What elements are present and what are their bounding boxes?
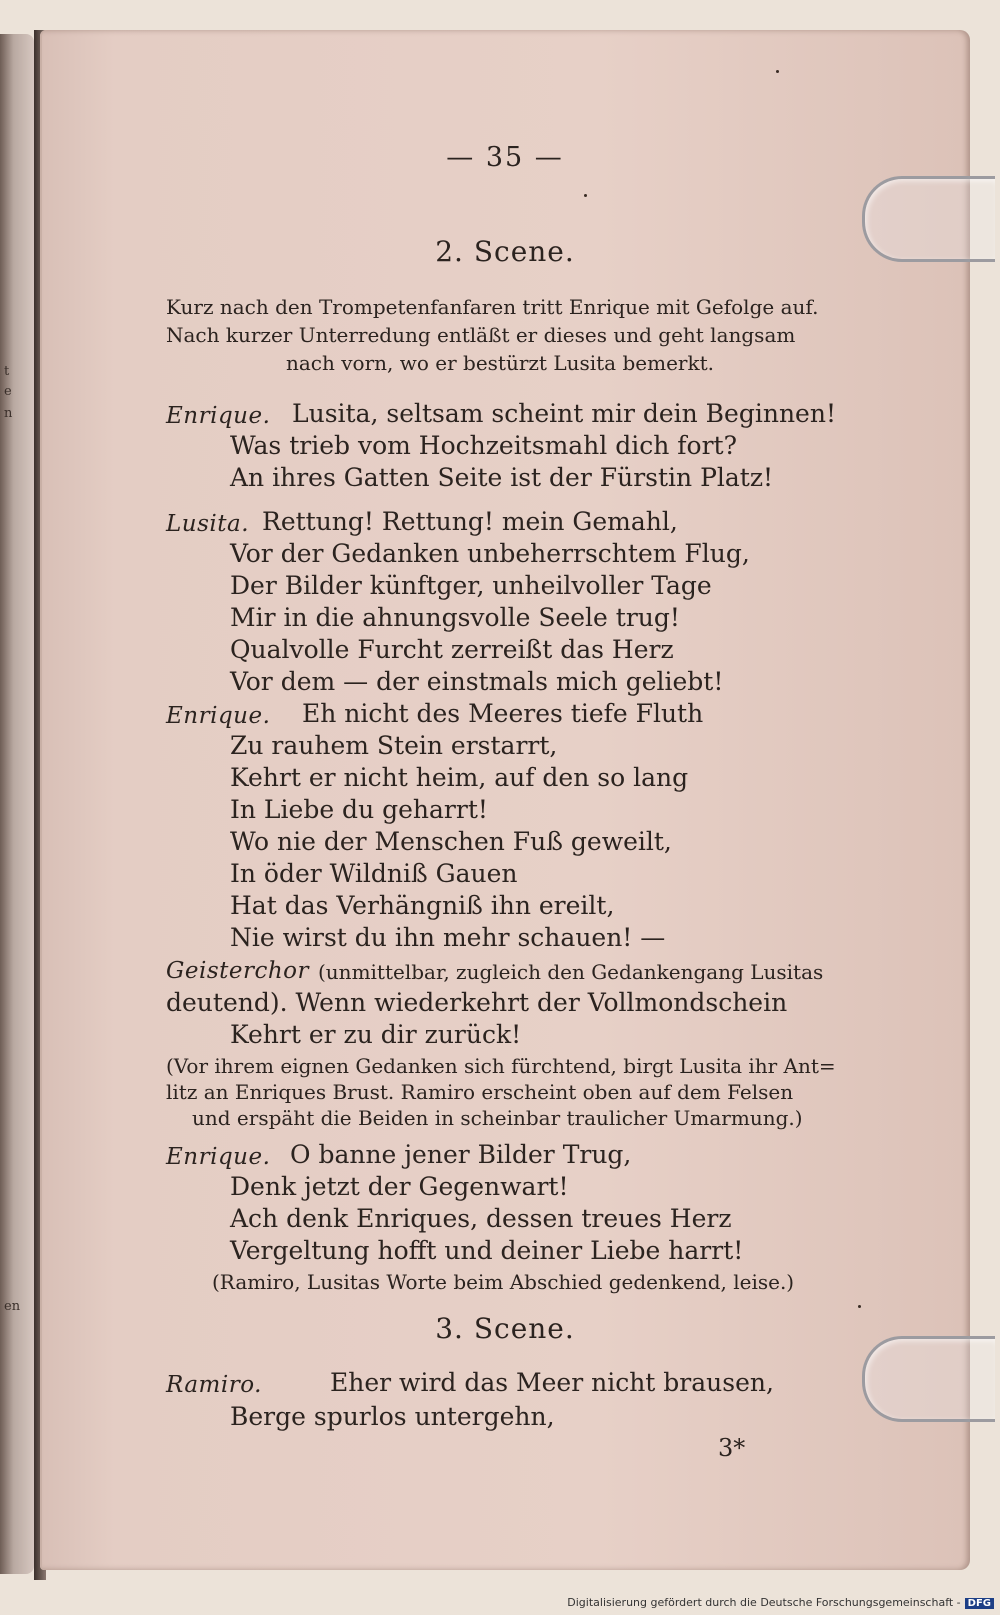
- verse-line: Eh nicht des Meeres tiefe Fluth: [302, 699, 704, 728]
- verse-line: Vergeltung hofft und deiner Liebe harrt!: [230, 1236, 744, 1265]
- verse-line: Vor der Gedanken unbeherrschtem Flug,: [230, 539, 750, 568]
- scene-2-heading: 2. Scene.: [435, 235, 575, 268]
- left-page-fragment: t: [4, 364, 10, 379]
- verse-line: Ach denk Enriques, dessen treues Herz: [230, 1204, 732, 1233]
- ink-speck: [584, 194, 587, 197]
- page-number: — 35 —: [446, 142, 564, 173]
- stage-direction-inline: (unmittelbar, zugleich den Gedankengang Lusitas: [318, 960, 824, 984]
- left-page-fragment: en: [4, 1299, 21, 1314]
- verse-line: Wo nie der Menschen Fuß geweilt,: [230, 827, 672, 856]
- verse-line: Qualvolle Furcht zerreißt das Herz: [230, 635, 674, 664]
- left-page-edge: [0, 34, 34, 1574]
- stage-direction-line: litz an Enriques Brust. Ramiro erscheint oben auf dem Felsen: [166, 1080, 794, 1104]
- verse-line: Denk jetzt der Gegenwart!: [230, 1172, 569, 1201]
- verse-line: Vor dem — der einstmals mich geliebt!: [230, 667, 724, 696]
- signature-mark: 3*: [718, 1434, 746, 1462]
- speaker-geisterchor: Geisterchor: [166, 958, 310, 984]
- verse-line: Hat das Verhängniß ihn ereilt,: [230, 891, 615, 920]
- speaker-ramiro: Ramiro.: [166, 1372, 262, 1398]
- speaker-enrique: Enrique.: [166, 1144, 271, 1170]
- ink-speck: [776, 70, 779, 73]
- left-page-fragment: n: [4, 406, 13, 421]
- book-page: [40, 30, 970, 1570]
- verse-line: Kehrt er nicht heim, auf den so lang: [230, 763, 689, 792]
- verse-line: In öder Wildniß Gauen: [230, 859, 518, 888]
- verse-line: Eher wird das Meer nicht brausen,: [330, 1368, 774, 1397]
- verse-line: Mir in die ahnungsvolle Seele trug!: [230, 603, 680, 632]
- dfg-logo: DFG: [965, 1598, 994, 1609]
- verse-line: In Liebe du geharrt!: [230, 795, 488, 824]
- speaker-enrique: Enrique.: [166, 403, 271, 429]
- stage-direction-line: und erspäht die Beiden in scheinbar traulicher Umarmung.): [192, 1106, 803, 1130]
- verse-line: Nie wirst du ihn mehr schauen! —: [230, 923, 666, 952]
- stage-direction-line: Nach kurzer Unterredung entläßt er dieses und geht langsam: [166, 323, 796, 347]
- verse-line: Berge spurlos untergehn,: [230, 1402, 555, 1431]
- verse-line: Rettung! Rettung! mein Gemahl,: [262, 507, 678, 536]
- footer-credit: [567, 1596, 994, 1609]
- scene-3-heading: 3. Scene.: [435, 1312, 575, 1345]
- verse-line: Was trieb vom Hochzeitsmahl dich fort?: [230, 431, 737, 460]
- stage-direction-line: (Vor ihrem eignen Gedanken sich fürchtend, birgt Lusita ihr Ant=: [166, 1054, 836, 1078]
- verse-line: Kehrt er zu dir zurück!: [230, 1020, 522, 1049]
- page-clip-top: [862, 176, 995, 262]
- verse-line: Lusita, seltsam scheint mir dein Beginnen!: [292, 399, 836, 428]
- verse-line: Der Bilder künftger, unheilvoller Tage: [230, 571, 712, 600]
- verse-line: deutend). Wenn wiederkehrt der Vollmondschein: [166, 988, 788, 1017]
- page-clip-bottom: [862, 1336, 995, 1422]
- footer-text: Digitalisierung gefördert durch die Deutsche Forschungsgemeinschaft -: [567, 1596, 961, 1609]
- stage-direction-line: (Ramiro, Lusitas Worte beim Abschied gedenkend, leise.): [212, 1270, 795, 1294]
- verse-line: An ihres Gatten Seite ist der Fürstin Platz!: [230, 463, 774, 492]
- speaker-enrique: Enrique.: [166, 703, 271, 729]
- ink-speck: [858, 1305, 861, 1308]
- verse-line: O banne jener Bilder Trug,: [290, 1140, 632, 1169]
- stage-direction-line: nach vorn, wo er bestürzt Lusita bemerkt.: [286, 351, 714, 375]
- stage-direction-line: Kurz nach den Trompetenfanfaren tritt Enrique mit Gefolge auf.: [166, 295, 819, 319]
- speaker-lusita: Lusita.: [166, 511, 250, 537]
- left-page-fragment: e: [4, 384, 12, 399]
- verse-line: Zu rauhem Stein erstarrt,: [230, 731, 558, 760]
